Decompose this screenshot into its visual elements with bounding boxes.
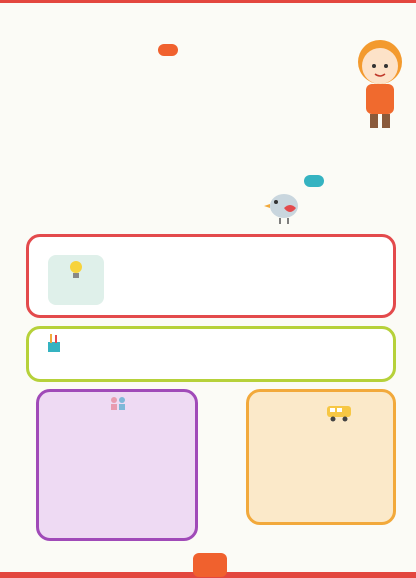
- lightbulb-icon: [68, 259, 84, 281]
- pencil-cup-icon: [46, 334, 62, 352]
- bird-illustration: [262, 188, 304, 226]
- bus-icon: [326, 404, 352, 422]
- learned-badge: [48, 255, 104, 305]
- question-speech-bubble: [158, 44, 178, 56]
- page-number: [193, 553, 227, 577]
- words-badge: [34, 334, 84, 376]
- top-bunting-decoration: [0, 0, 416, 14]
- answer-speech-bubble: [304, 175, 324, 187]
- iman-badge: [296, 400, 352, 430]
- family-time-badge: [94, 396, 142, 434]
- family-icon: [108, 396, 128, 410]
- girl-character-illustration: [344, 36, 410, 132]
